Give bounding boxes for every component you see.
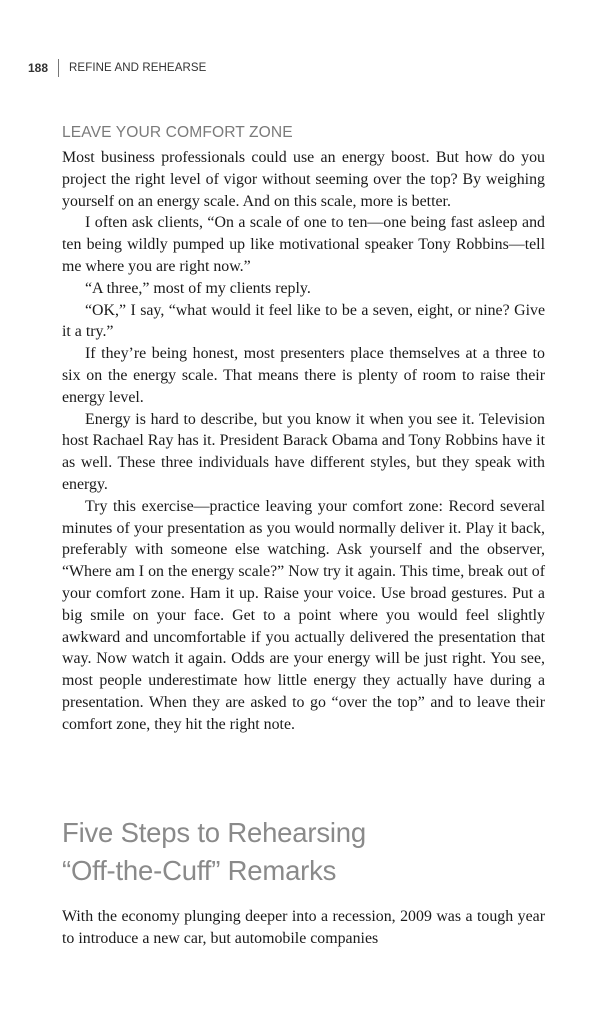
subhead: LEAVE YOUR COMFORT ZONE bbox=[62, 124, 293, 141]
body-text-continued bbox=[62, 906, 545, 950]
paragraph: If they’re being honest, most presenters place themselves at a three to six on the energy scale. That means there is plenty of room to raise their energy level. bbox=[62, 345, 545, 406]
paragraph: Try this exercise—practice leaving your comfort zone: Record several minutes of your presentation as you would normally deliver it. Play it back, preferably with someone else watching. Ask yourself and the observer, “Where am I on the energy scale?” Now try it again. This time, break out of your comfort zone. Ham it up. Raise your voice. Use broad gestures. Put a big smile on your face. Get to a point where you would feel slightly awkward and uncomfortable if you actually delivered the presentation that way. Now watch it again. Odds are your energy will be just right. You see, most people underestimate how little energy they actually have during a presentation. When they are asked to go “over the top” and to leave their comfort zone, they hit the right note. bbox=[62, 497, 545, 733]
section-heading bbox=[62, 814, 545, 890]
paragraph: “A three,” most of my clients reply. bbox=[85, 279, 311, 297]
running-head-section: REFINE AND REHEARSE bbox=[69, 62, 207, 74]
paragraph: I often ask clients, “On a scale of one to ten—one being fast asleep and ten being wildly pumped up like motivational speaker Tony Robbins—tell me where you are right now.” bbox=[62, 214, 545, 275]
section-heading-line: Five Steps to Rehearsing bbox=[62, 817, 366, 848]
section-heading-line: “Off-the-Cuff” Remarks bbox=[62, 855, 337, 886]
paragraph: Most business professionals could use an energy boost. But how do you project the right level of vigor without seeming over the top? By weighing yourself on an energy scale. And on this scale, more is better. bbox=[62, 149, 545, 210]
body-text bbox=[62, 121, 545, 736]
running-head bbox=[28, 58, 206, 78]
running-head-divider bbox=[58, 59, 59, 77]
page-number: 188 bbox=[28, 61, 49, 75]
paragraph: Energy is hard to describe, but you know it when you see it. Television host Rachael Ray has it. President Barack Obama and Tony Robbins have it as well. These three individuals have different styles, but they speak with energy. bbox=[62, 410, 545, 493]
paragraph: “OK,” I say, “what would it feel like to be a seven, eight, or nine? Give it a try.” bbox=[62, 301, 545, 341]
paragraph: With the economy plunging deeper into a recession, 2009 was a tough year to introduce a new car, but automobile companies bbox=[62, 908, 545, 947]
